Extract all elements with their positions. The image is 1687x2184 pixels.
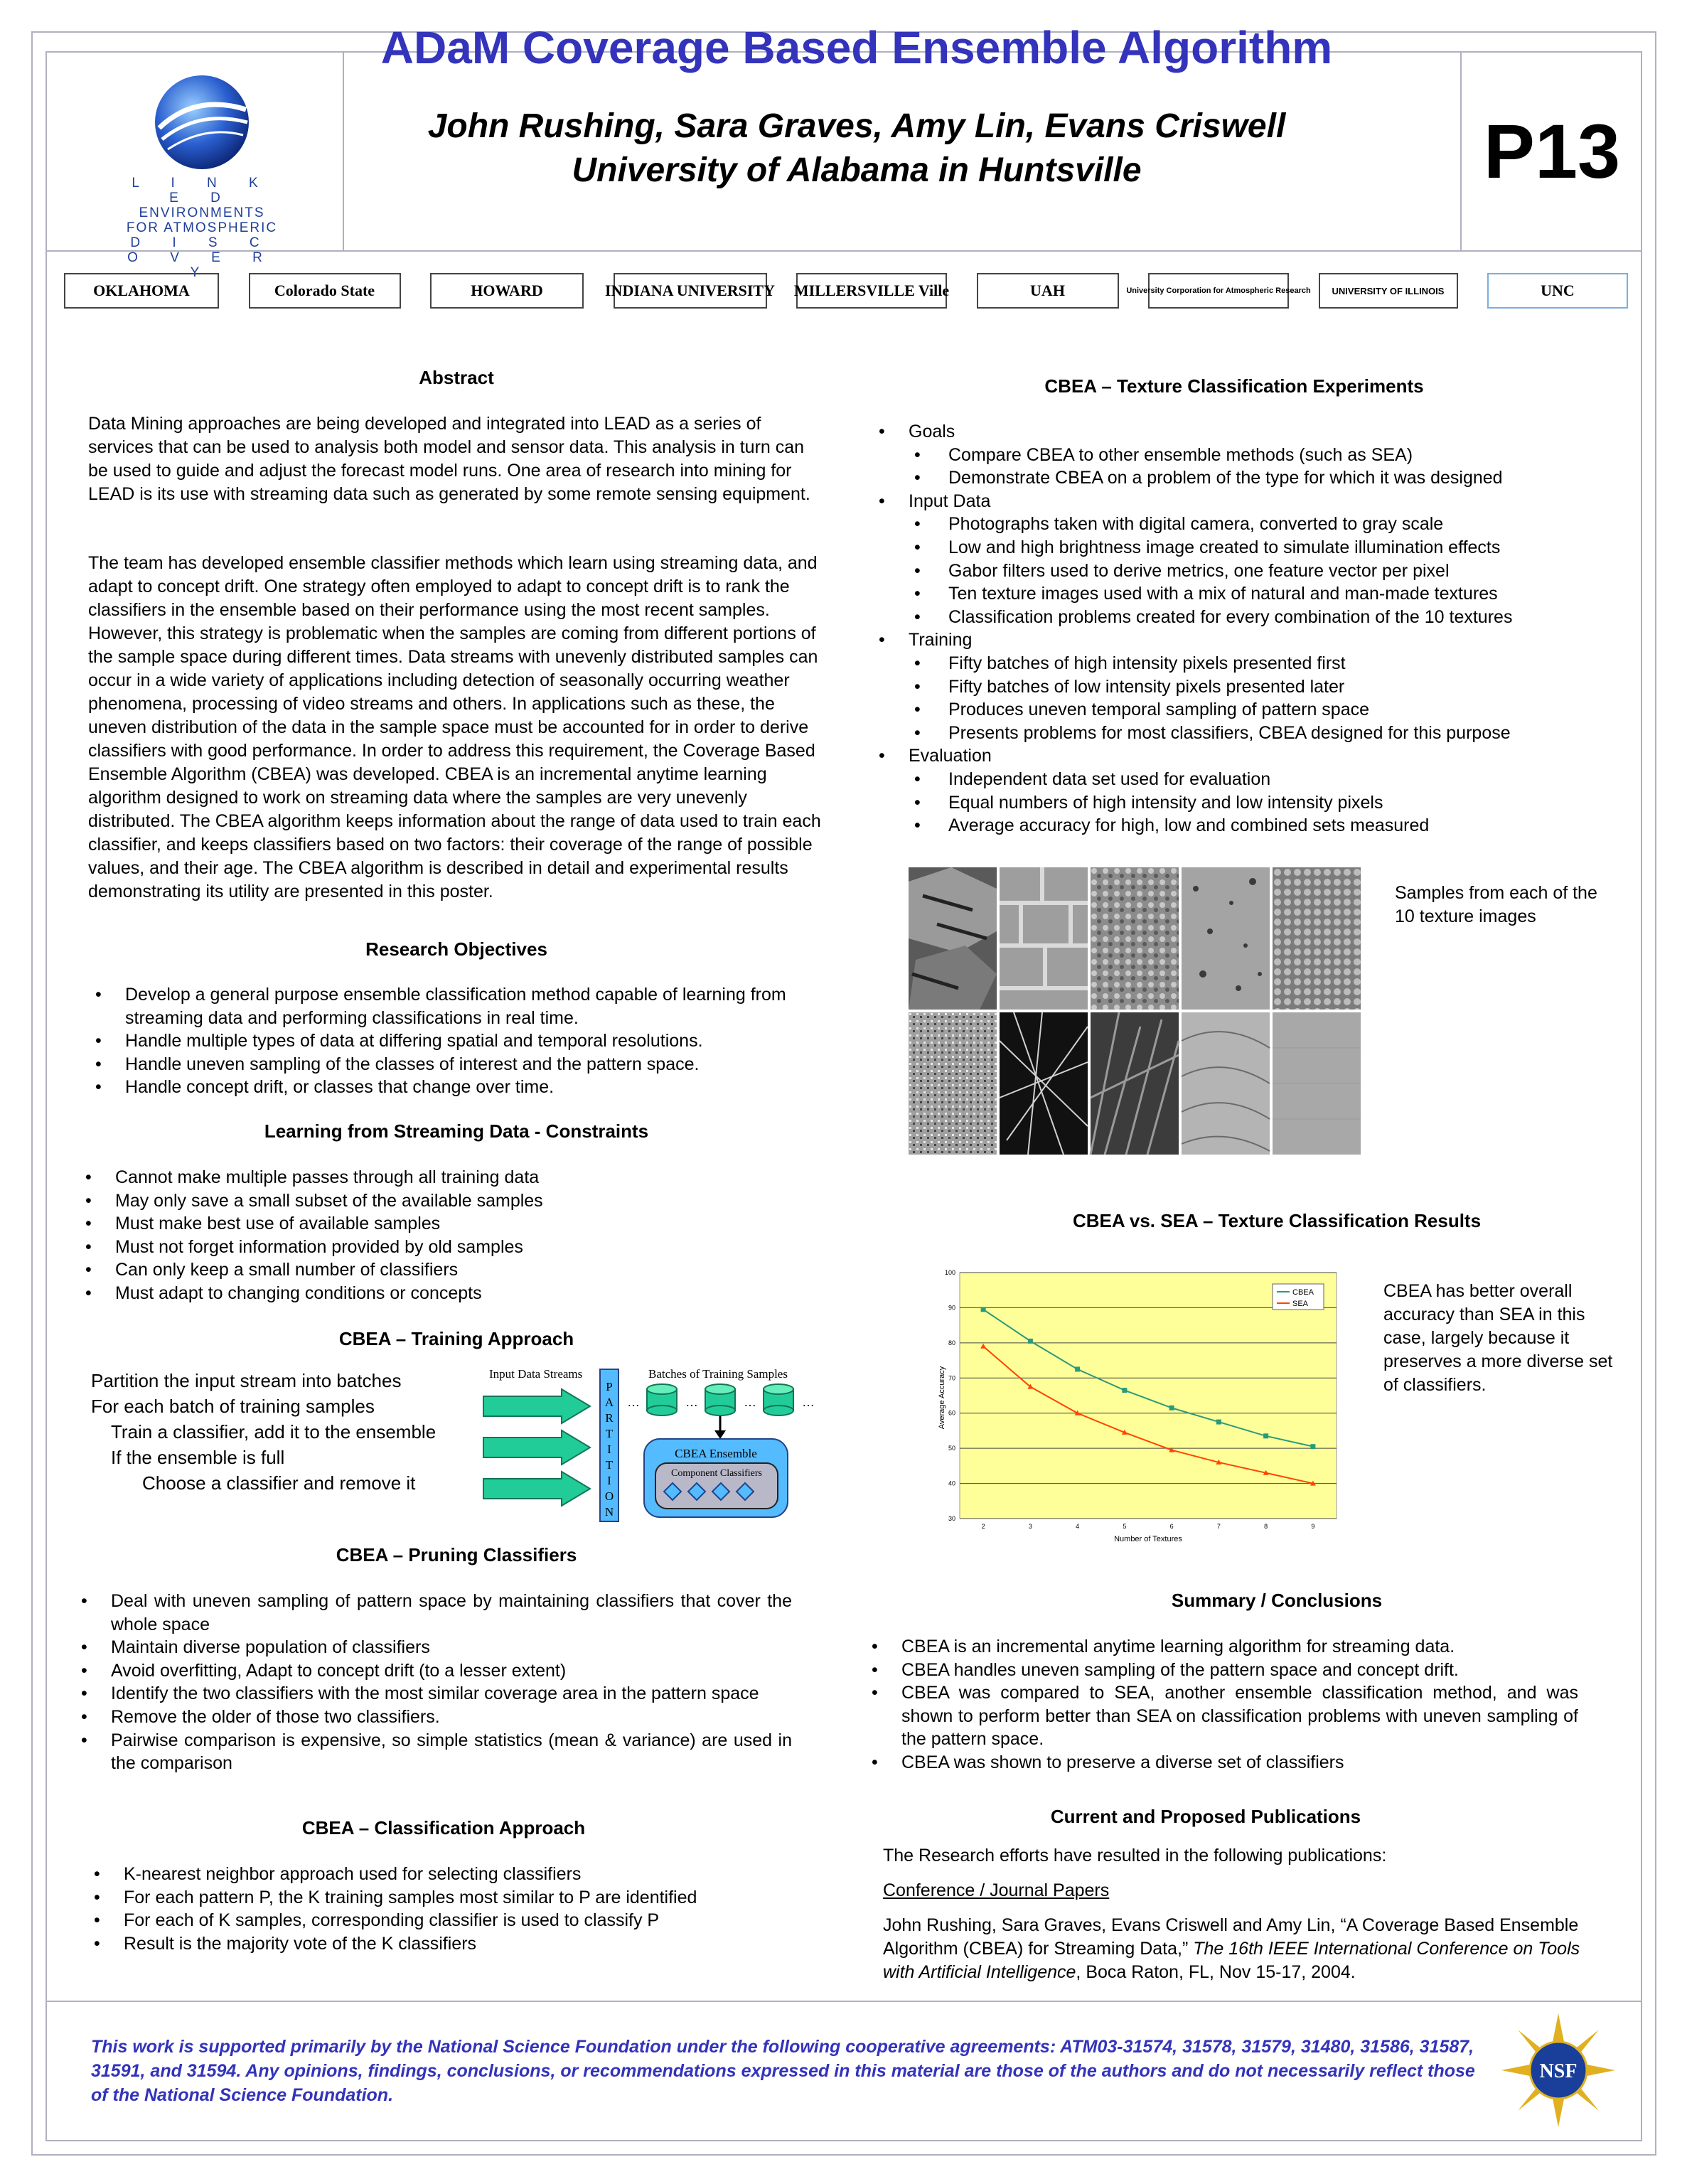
goals-heading: • Goals [872, 420, 1611, 444]
texture-image-brick [1000, 867, 1088, 1010]
partition-letter: T [605, 1458, 614, 1472]
logo-uah: UAH [977, 273, 1119, 309]
logo-colorado-state: Colorado State [249, 273, 401, 309]
nsf-label: NSF [1539, 2060, 1578, 2082]
accuracy-chart [917, 1270, 1344, 1547]
footer-divider [45, 2001, 1642, 2002]
chart-x-tick-label: 3 [1028, 1523, 1032, 1530]
goals-item: • Compare CBEA to other ensemble methods (such as SEA) [872, 444, 1611, 467]
lead-globe-icon [152, 73, 252, 172]
constraint-item: • May only save a small subset of the available samples [78, 1189, 815, 1213]
logo-unc: UNC [1487, 273, 1628, 309]
summary-item: • CBEA was compared to SEA, another ensemble classification method, and was shown to perform better than SEA on classification problems with uneven sampling of the pattern space. [864, 1681, 1578, 1751]
evaluation-heading: • Evaluation [872, 744, 1611, 768]
goals-item: • Demonstrate CBEA on a problem of the type for which it was designed [872, 466, 1611, 490]
ellipsis: … [802, 1395, 815, 1409]
batch-cylinder-icon [705, 1384, 735, 1415]
chart-x-label: Number of Textures [1114, 1535, 1182, 1543]
publications-subhead: Conference / Journal Papers [883, 1880, 1110, 1900]
lead-logo-text [117, 176, 287, 280]
texture-image-gravel [1091, 867, 1179, 1010]
diagram-input-label: Input Data Streams [489, 1367, 583, 1381]
arrow-head-icon [714, 1430, 726, 1439]
input-heading: • Input Data [872, 490, 1611, 513]
arrow-right-icon [483, 1472, 590, 1506]
results-caption: CBEA has better overall accuracy than SEA in this case, largely because it preserves a more diverse set of classifiers. [1383, 1281, 1613, 1395]
training-item: • Produces uneven temporal sampling of pattern space [872, 698, 1611, 722]
pruning-item: • Identify the two classifiers with the most similar coverage area in the pattern space [74, 1682, 792, 1706]
poster-affiliation: University of Alabama in Huntsville [572, 151, 1142, 189]
ensemble-label: CBEA Ensemble [675, 1447, 757, 1460]
texture-image-grass [1000, 1012, 1088, 1155]
partition-letter: O [604, 1489, 614, 1503]
evaluation-item: • Average accuracy for high, low and combined sets measured [872, 814, 1611, 837]
input-item: • Ten texture images used with a mix of natural and man-made textures [872, 582, 1611, 606]
chart-legend [1273, 1284, 1324, 1310]
data-point-cbea [1122, 1388, 1127, 1393]
chart-x-tick-label: 5 [1123, 1523, 1127, 1530]
texture-experiments-list [872, 420, 1611, 837]
pruning-item: • Maintain diverse population of classifiers [74, 1636, 792, 1659]
batch-cylinder-icon [764, 1384, 793, 1415]
arrow-right-icon [483, 1389, 590, 1423]
texture-samples-caption: Samples from each of the 10 texture images [1395, 883, 1597, 926]
training-step: Choose a classifier and remove it [142, 1472, 416, 1494]
classification-title: CBEA – Classification Approach [301, 1817, 586, 1838]
ellipsis: … [627, 1395, 640, 1409]
objective-item: • Handle uneven sampling of the classes of interest and the pattern space. [88, 1053, 825, 1076]
chart-x-tick-label: 9 [1311, 1523, 1315, 1530]
batch-cylinder-icon [647, 1384, 677, 1415]
evaluation-item: • Equal numbers of high intensity and low intensity pixels [872, 791, 1611, 815]
summary-item: • CBEA is an incremental anytime learning algorithm for streaming data. [864, 1635, 1578, 1659]
publication-reference [883, 1914, 1601, 1984]
data-point-cbea [981, 1307, 986, 1312]
texture-image-weave [1273, 867, 1361, 1010]
chart-x-tick-label: 7 [1216, 1523, 1221, 1530]
publications-intro: The Research efforts have resulted in the following publications: [883, 1846, 1387, 1866]
classification-list [87, 1863, 823, 1955]
logo-howard: HOWARD [430, 273, 584, 309]
constraint-item: • Can only keep a small number of classifiers [78, 1258, 815, 1282]
training-step: For each batch of training samples [91, 1396, 375, 1417]
training-item: • Fifty batches of low intensity pixels presented later [872, 675, 1611, 699]
texture-image-spots [1182, 867, 1270, 1010]
pruning-item: • Pairwise comparison is expensive, so simple statistics (mean & variance) are used in the comparison [74, 1729, 792, 1775]
constraint-item: • Must make best use of available samples [78, 1212, 815, 1236]
pruning-title: CBEA – Pruning Classifiers [336, 1544, 577, 1565]
objectives-list [88, 983, 825, 1099]
chart-y-tick-label: 30 [948, 1515, 955, 1522]
partition-letter: N [604, 1505, 614, 1519]
training-steps [91, 1368, 489, 1496]
ellipsis: … [685, 1395, 698, 1409]
lead-line-1: L I N K E D [132, 176, 272, 205]
lead-line-4: D I S C O V E R Y [127, 235, 277, 280]
classification-item: • Result is the majority vote of the K classifiers [87, 1932, 823, 1956]
objective-item: • Handle concept drift, or classes that change over time. [88, 1076, 825, 1099]
ellipsis: … [744, 1395, 756, 1409]
summary-title: Summary / Conclusions [1171, 1590, 1383, 1611]
logo-oklahoma: OKLAHOMA [64, 273, 219, 309]
texture-samples [909, 867, 1361, 1157]
texture-image-wood [1182, 1012, 1270, 1155]
funding-acknowledgement: This work is supported primarily by the National Science Foundation under the following cooperative agreements: ATM03-31574, 31578, 31579, 31480, 31586, 31587, 31591, and 31594. Any opinions, findings, conclusions, or recommendations expressed in this material are those of the authors and do not necessarily reflect those of the National Science Foundation. [91, 2037, 1475, 2105]
training-step: If the ensemble is full [111, 1447, 285, 1468]
summary-item: • CBEA handles uneven sampling of the pattern space and concept drift. [864, 1659, 1578, 1682]
evaluation-item: • Independent data set used for evaluation [872, 768, 1611, 791]
partition-letter: I [607, 1474, 611, 1487]
constraints-list [78, 1166, 815, 1305]
constraint-item: • Cannot make multiple passes through all training data [78, 1166, 815, 1189]
chart-y-tick-label: 90 [948, 1304, 955, 1312]
reference-authors-title: John Rushing, Sara Graves, Evans Criswell and Amy Lin, “A Coverage Based Ensemble Algorithm (CBEA) for Streaming Data,” [883, 1915, 1579, 1959]
partition-letter: A [604, 1396, 614, 1409]
texture-image-canvas [1273, 1012, 1361, 1155]
training-step: Partition the input stream into batches [91, 1370, 402, 1391]
data-point-cbea [1169, 1406, 1174, 1410]
training-title: CBEA – Training Approach [338, 1328, 574, 1349]
chart-y-ticks [945, 1269, 955, 1522]
training-item: • Fifty batches of high intensity pixels presented first [872, 652, 1611, 675]
lead-line-3: FOR ATMOSPHERIC [126, 220, 278, 235]
logo-ucar: University Corporation for Atmospheric Research [1148, 273, 1289, 309]
publications-title: Current and Proposed Publications [1050, 1806, 1361, 1827]
data-point-cbea [1216, 1420, 1221, 1425]
texture-experiments-title: CBEA – Texture Classification Experiments [1044, 375, 1424, 397]
poster-title: ADaM Coverage Based Ensemble Algorithm [380, 22, 1333, 73]
constraints-title: Learning from Streaming Data - Constraints [264, 1120, 649, 1142]
abstract-paragraph-2: The team has developed ensemble classifier methods which learn using streaming data, and adapt to concept drift. One strategy often employed to adapt to concept drift is to rank the classifiers in the ensemble based on their performance using the most recent samples. However, this strategy is problematic when the samples are coming from different portions of the sample space during different times. Data streams with unevenly distributed samples can occur in a wide variety of applications including detection of seasonally occurring weather phenomena, processing of video streams and others. In applications such as these, the uneven distribution of the data in the sample space must be accounted for in order to derive classifiers with good performance. In order to address this requirement, the Coverage Based Ensemble Algorithm (CBEA) was developed. CBEA is an incremental anytime learning algorithm designed to work on streaming data where the samples are very unevenly distributed. The CBEA algorithm keeps information about the range of data used to train each classifier, and keeps classifiers based on two factors: their coverage of the range of possible values, and their age. The CBEA algorithm is described in detail and experimental results demonstrating its utility are presented in this poster. [88, 553, 821, 901]
reference-venue: The 16th IEEE International Conference on Tools with Artificial Intelligence [883, 1939, 1580, 1982]
poster-id: P13 [1483, 107, 1621, 194]
lead-line-2: ENVIRONMENTS [139, 205, 265, 220]
training-diagram [469, 1362, 839, 1526]
chart-y-tick-label: 70 [948, 1374, 955, 1382]
legend-label-cbea: CBEA [1292, 1288, 1314, 1297]
logo-illinois: UNIVERSITY OF ILLINOIS [1319, 273, 1458, 309]
chart-x-tick-label: 6 [1169, 1523, 1174, 1530]
data-point-cbea [1028, 1339, 1033, 1344]
objective-item: • Handle multiple types of data at differing spatial and temporal resolutions. [88, 1029, 825, 1053]
input-item: • Gabor filters used to derive metrics, one feature vector per pixel [872, 560, 1611, 583]
pruning-item: • Remove the older of those two classifiers. [74, 1706, 792, 1729]
texture-image-granite [909, 1012, 997, 1155]
abstract-title: Abstract [419, 367, 494, 388]
training-heading: • Training [872, 628, 1611, 652]
classification-item: • For each pattern P, the K training samples most similar to P are identified [87, 1886, 823, 1910]
chart-y-tick-label: 60 [948, 1409, 955, 1417]
summary-list [864, 1635, 1578, 1774]
results-title: CBEA vs. SEA – Texture Classification Results [1072, 1210, 1482, 1231]
chart-x-tick-label: 8 [1264, 1523, 1268, 1530]
component-label: Component Classifiers [671, 1468, 762, 1479]
nsf-logo [1501, 2013, 1615, 2127]
constraint-item: • Must not forget information provided by old samples [78, 1236, 815, 1259]
poster-id-cell [1460, 51, 1642, 250]
partition-letter: P [606, 1380, 613, 1393]
texture-image-bark [909, 867, 997, 1010]
chart-y-tick-label: 50 [948, 1445, 955, 1452]
constraint-item: • Must adapt to changing conditions or concepts [78, 1282, 815, 1305]
pruning-item: • Deal with uneven sampling of pattern space by maintaining classifiers that cover the whole space [74, 1590, 792, 1636]
pruning-list [74, 1590, 792, 1775]
objectives-title: Research Objectives [365, 938, 547, 960]
input-item: • Low and high brightness image created to simulate illumination effects [872, 536, 1611, 560]
input-stream-arrows [483, 1389, 590, 1506]
objective-item: • Develop a general purpose ensemble classification method capable of learning from streaming data and performing classifications in real time. [88, 983, 825, 1029]
batch-cylinders [627, 1384, 815, 1439]
logo-millersville: MILLERSVILLE Ville [796, 273, 947, 309]
poster-authors: John Rushing, Sara Graves, Amy Lin, Evans Criswell [427, 107, 1286, 145]
input-item: • Classification problems created for every combination of the 10 textures [872, 606, 1611, 629]
chart-y-tick-label: 100 [944, 1269, 955, 1276]
classification-item: • For each of K samples, corresponding classifier is used to classify P [87, 1909, 823, 1932]
data-point-cbea [1310, 1444, 1315, 1449]
chart-x-tick-label: 4 [1076, 1523, 1080, 1530]
data-point-cbea [1263, 1433, 1268, 1438]
summary-item: • CBEA was shown to preserve a diverse set of classifiers [864, 1751, 1578, 1774]
partner-logos [64, 273, 1628, 313]
classification-item: • K-nearest neighbor approach used for selecting classifiers [87, 1863, 823, 1886]
partition-letter: I [607, 1442, 611, 1456]
logo-indiana: INDIANA UNIVERSITY [614, 273, 767, 309]
data-point-cbea [1075, 1366, 1080, 1371]
texture-image-foliage [1091, 1012, 1179, 1155]
chart-x-tick-label: 2 [981, 1523, 985, 1530]
arrow-right-icon [483, 1430, 590, 1465]
chart-x-ticks [982, 1523, 1315, 1530]
chart-y-tick-label: 40 [948, 1479, 955, 1487]
training-item: • Presents problems for most classifiers, CBEA designed for this purpose [872, 722, 1611, 745]
training-step: Train a classifier, add it to the ensemble [111, 1421, 437, 1442]
pruning-item: • Avoid overfitting, Adapt to concept drift (to a lesser extent) [74, 1659, 792, 1683]
chart-y-tick-label: 80 [948, 1339, 955, 1347]
abstract-paragraph-1: Data Mining approaches are being developed and integrated into LEAD as a series of services that can be used to analysis both model and sensor data. This analysis in turn can be used to guide and adjust the forecast model runs. One area of research into mining for LEAD is its use with streaming data such as generated by some remote sensing equipment. [88, 414, 810, 504]
input-item: • Photographs taken with digital camera, converted to gray scale [872, 513, 1611, 536]
partition-letter: R [605, 1411, 614, 1425]
diagram-batches-label: Batches of Training Samples [648, 1367, 788, 1381]
chart-y-label: Average Accuracy [938, 1366, 946, 1430]
legend-label-sea: SEA [1292, 1300, 1309, 1308]
reference-location-date: , Boca Raton, FL, Nov 15-17, 2004. [1076, 1962, 1356, 1982]
partition-letter: T [605, 1427, 614, 1440]
